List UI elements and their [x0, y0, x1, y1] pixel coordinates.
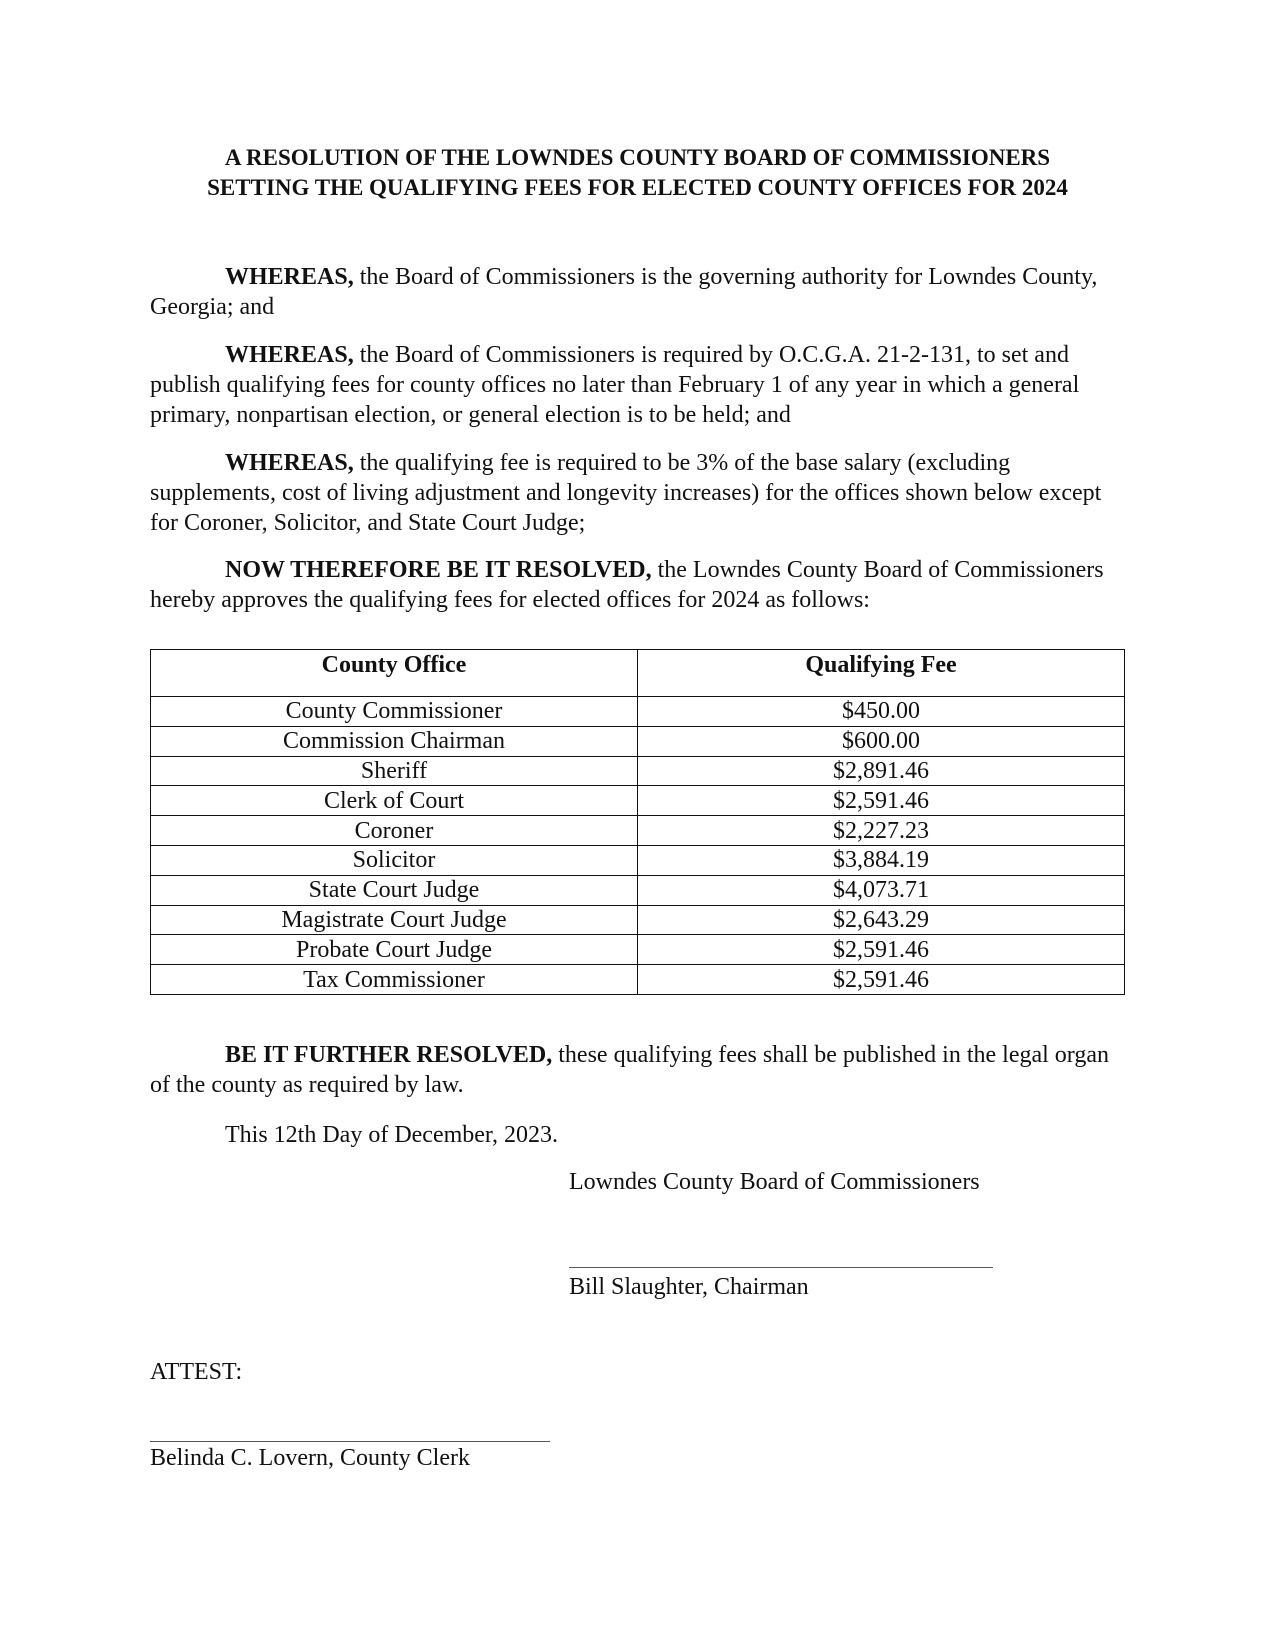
chairman-name: Bill Slaughter, Chairman [569, 1274, 809, 1300]
office-cell: State Court Judge [151, 875, 638, 905]
whereas-paragraph-3 [150, 448, 1125, 538]
paragraph-text: the qualifying fee is required to be 3% of the base salary (excluding supplements, cost of living adjustment and longevity increases) for the offices shown below except for Coroner, Solicitor, and State Court Judge; [150, 450, 1102, 536]
further-resolved-paragraph [150, 1040, 1125, 1100]
chairman-signature-line [569, 1267, 993, 1268]
qualifying-fees-table [150, 649, 1125, 995]
table-row [151, 756, 1125, 786]
table-row [151, 697, 1125, 727]
paragraph-text: the Board of Commissioners is the governing authority for Lowndes County, Georgia; and [150, 264, 1098, 320]
table-row [151, 816, 1125, 846]
paragraph-lead: WHEREAS, [225, 264, 354, 290]
whereas-paragraph-1 [150, 262, 1125, 322]
office-cell: Coroner [151, 816, 638, 846]
table-header-row [151, 650, 1125, 697]
fee-cell: $2,591.46 [638, 965, 1125, 995]
resolution-title-line-2: SETTING THE QUALIFYING FEES FOR ELECTED COUNTY OFFICES FOR 2024 [207, 175, 1068, 200]
fee-cell: $600.00 [638, 726, 1125, 756]
board-name: Lowndes County Board of Commissioners [569, 1169, 980, 1195]
office-cell: Commission Chairman [151, 726, 638, 756]
office-cell: Probate Court Judge [151, 935, 638, 965]
fee-cell: $450.00 [638, 697, 1125, 727]
paragraph-text: the Lowndes County Board of Commissioners hereby approves the qualifying fees for elected offices for 2024 as follows: [150, 557, 1104, 613]
paragraph-text: the Board of Commissioners is required by O.C.G.A. 21-2-131, to set and publish qualifying fees for county offices no later than February 1 of any year in which a general primary, nonpartisan election, or general election is to be held; and [150, 342, 1080, 428]
date-line: This 12th Day of December, 2023. [225, 1122, 558, 1148]
fee-cell: $4,073.71 [638, 875, 1125, 905]
paragraph-lead: WHEREAS, [225, 450, 354, 476]
table-row [151, 875, 1125, 905]
clerk-name: Belinda C. Lovern, County Clerk [150, 1445, 470, 1471]
office-cell: Solicitor [151, 845, 638, 875]
office-cell: Tax Commissioner [151, 965, 638, 995]
attest-label: ATTEST: [150, 1359, 243, 1385]
fee-cell: $2,891.46 [638, 756, 1125, 786]
fee-cell: $2,227.23 [638, 816, 1125, 846]
paragraph-lead: WHEREAS, [225, 342, 354, 368]
table-row [151, 965, 1125, 995]
paragraph-lead: BE IT FURTHER RESOLVED, [225, 1042, 553, 1068]
table-row [151, 905, 1125, 935]
fee-cell: $3,884.19 [638, 845, 1125, 875]
table-row [151, 935, 1125, 965]
office-cell: Clerk of Court [151, 786, 638, 816]
paragraph-lead: NOW THEREFORE BE IT RESOLVED, [225, 557, 652, 583]
fee-cell: $2,591.46 [638, 935, 1125, 965]
office-cell: County Commissioner [151, 697, 638, 727]
table-row [151, 786, 1125, 816]
fee-cell: $2,643.29 [638, 905, 1125, 935]
table-row [151, 726, 1125, 756]
clerk-signature-line [150, 1441, 550, 1442]
office-cell: Magistrate Court Judge [151, 905, 638, 935]
table-row [151, 845, 1125, 875]
header-qualifying-fee: Qualifying Fee [638, 650, 1125, 697]
paragraph-text: these qualifying fees shall be published in the legal organ of the county as required by law. [150, 1042, 1110, 1098]
resolved-paragraph [150, 555, 1125, 615]
office-cell: Sheriff [151, 756, 638, 786]
fee-cell: $2,591.46 [638, 786, 1125, 816]
resolution-title-line-1: A RESOLUTION OF THE LOWNDES COUNTY BOARD OF COMMISSIONERS [224, 145, 1051, 170]
header-county-office: County Office [151, 650, 638, 697]
whereas-paragraph-2 [150, 340, 1125, 430]
